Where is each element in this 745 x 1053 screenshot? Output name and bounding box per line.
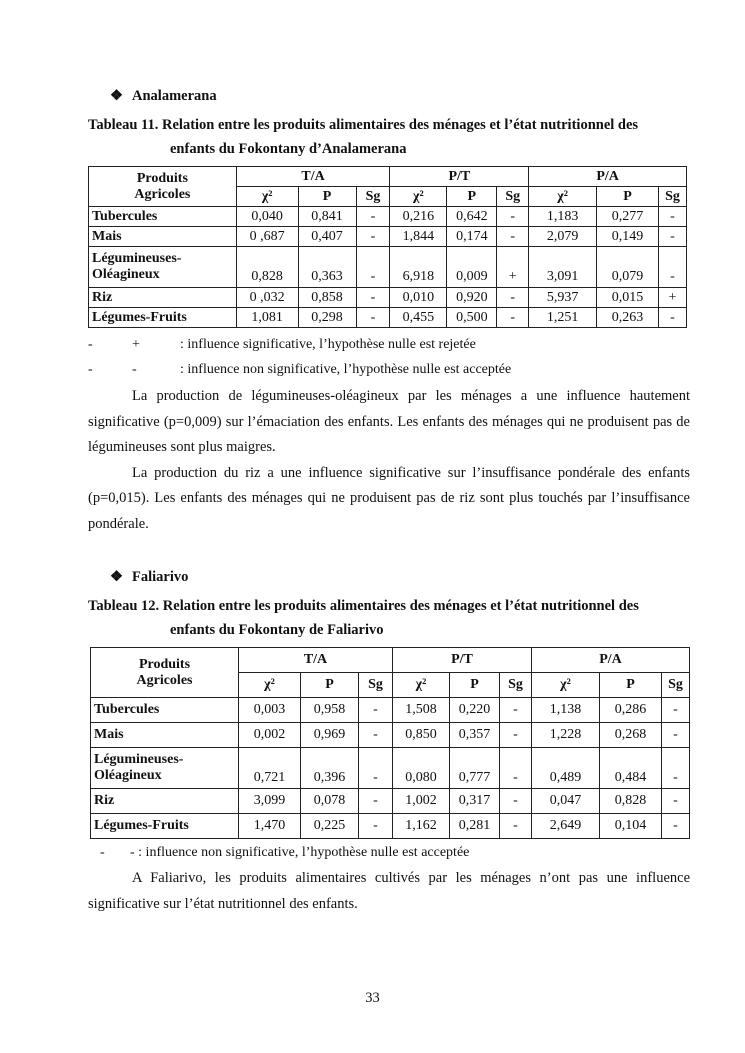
table-row bbox=[91, 748, 690, 789]
table-cell: 0,828 bbox=[600, 789, 662, 814]
table-cell: - bbox=[658, 247, 686, 288]
table-cell: - bbox=[356, 288, 390, 308]
row-label: Mais bbox=[89, 227, 237, 247]
table-cell: 0,220 bbox=[450, 698, 500, 723]
table-cell: - bbox=[500, 789, 532, 814]
table-cell: 1,844 bbox=[390, 227, 447, 247]
table-cell: 0,047 bbox=[532, 789, 600, 814]
table-cell: - bbox=[356, 308, 390, 328]
table-cell: - bbox=[356, 227, 390, 247]
table-cell: - bbox=[359, 698, 393, 723]
table-cell: 1,002 bbox=[393, 789, 450, 814]
header-group: P/A bbox=[529, 167, 687, 187]
subheader: Sg bbox=[356, 187, 390, 207]
table-cell: 0,455 bbox=[390, 308, 447, 328]
table-cell: 0,079 bbox=[597, 247, 659, 288]
table-cell: - bbox=[662, 698, 690, 723]
header-produits: Produits Agricoles bbox=[91, 648, 239, 698]
header-produits: Produits Agricoles bbox=[89, 167, 237, 207]
table-row bbox=[89, 308, 687, 328]
table-12 bbox=[90, 647, 690, 839]
table-cell: 0,281 bbox=[450, 814, 500, 839]
table-cell: 0,080 bbox=[393, 748, 450, 789]
table-row bbox=[89, 247, 687, 288]
header-group: P/T bbox=[393, 648, 532, 673]
table-row bbox=[91, 789, 690, 814]
row-label: Mais bbox=[91, 723, 239, 748]
table-cell: - bbox=[658, 207, 686, 227]
subheader: χ² bbox=[393, 673, 450, 698]
table-cell: - bbox=[497, 288, 529, 308]
legend-non-significant: - - : influence non significative, l’hypothèse nulle est acceptée bbox=[88, 362, 512, 377]
table-cell: - bbox=[356, 247, 390, 288]
table-cell: 0,277 bbox=[597, 207, 659, 227]
table-cell: 0,396 bbox=[301, 748, 359, 789]
table-row bbox=[89, 207, 687, 227]
table-cell: 0,298 bbox=[298, 308, 356, 328]
table-cell: - bbox=[359, 723, 393, 748]
subheader: χ² bbox=[532, 673, 600, 698]
table-cell: 0,149 bbox=[597, 227, 659, 247]
table-cell: - bbox=[662, 789, 690, 814]
table-cell: 3,099 bbox=[239, 789, 301, 814]
table-12-caption: Tableau 12. Relation entre les produits alimentaires des ménages et l’état nutritionnel des enfants du Fokontany de Faliarivo bbox=[88, 598, 639, 638]
table-cell: 0,363 bbox=[298, 247, 356, 288]
table-cell: 0,858 bbox=[298, 288, 356, 308]
table-cell: 1,081 bbox=[236, 308, 298, 328]
table-cell: 0,015 bbox=[597, 288, 659, 308]
row-label: Tubercules bbox=[91, 698, 239, 723]
table-cell: - bbox=[658, 308, 686, 328]
table-cell: - bbox=[359, 789, 393, 814]
table-row bbox=[91, 698, 690, 723]
table-cell: 1,251 bbox=[529, 308, 597, 328]
subheader: χ² bbox=[239, 673, 301, 698]
subheader: Sg bbox=[658, 187, 686, 207]
table-cell: 0,920 bbox=[447, 288, 497, 308]
table-cell: 0,969 bbox=[301, 723, 359, 748]
row-label: Tubercules bbox=[89, 207, 237, 227]
table-cell: 0,407 bbox=[298, 227, 356, 247]
table-cell: 0,104 bbox=[600, 814, 662, 839]
table-row bbox=[89, 227, 687, 247]
subheader: P bbox=[600, 673, 662, 698]
table-cell: 2,649 bbox=[532, 814, 600, 839]
table-cell: - bbox=[662, 814, 690, 839]
row-label: Légumes-Fruits bbox=[89, 308, 237, 328]
subheader: P bbox=[298, 187, 356, 207]
table-cell: - bbox=[500, 723, 532, 748]
table-row bbox=[91, 814, 690, 839]
table-cell: 1,470 bbox=[239, 814, 301, 839]
table-cell: 0,002 bbox=[239, 723, 301, 748]
table-cell: - bbox=[500, 748, 532, 789]
table-cell: 2,079 bbox=[529, 227, 597, 247]
legend-significant: - + : influence significative, l’hypothèse nulle est rejetée bbox=[88, 337, 476, 352]
section-heading-faliarivo: ❖ Faliarivo bbox=[110, 569, 189, 585]
table-cell: + bbox=[497, 247, 529, 288]
table-header-row bbox=[89, 167, 687, 187]
table-cell: 0,225 bbox=[301, 814, 359, 839]
section-heading-analamerana: ❖ Analamerana bbox=[110, 88, 217, 104]
header-group: T/A bbox=[236, 167, 390, 187]
page-number: 33 bbox=[365, 990, 380, 1006]
diamond-bullet-icon: ❖ bbox=[110, 569, 123, 585]
table-cell: 0,958 bbox=[301, 698, 359, 723]
table-cell: 0,850 bbox=[393, 723, 450, 748]
table-cell: 0 ,687 bbox=[236, 227, 298, 247]
legend-non-significant-2: - - : influence non significative, l’hypothèse nulle est acceptée bbox=[100, 845, 470, 860]
table-cell: 0,489 bbox=[532, 748, 600, 789]
subheader: P bbox=[450, 673, 500, 698]
subheader: χ² bbox=[529, 187, 597, 207]
table-cell: 0,841 bbox=[298, 207, 356, 227]
row-label: Légumes-Fruits bbox=[91, 814, 239, 839]
table-cell: 0,268 bbox=[600, 723, 662, 748]
table-cell: 3,091 bbox=[529, 247, 597, 288]
table-cell: 1,228 bbox=[532, 723, 600, 748]
table-header-row bbox=[91, 648, 690, 673]
table-cell: - bbox=[356, 207, 390, 227]
table-cell: 0 ,032 bbox=[236, 288, 298, 308]
subheader: χ² bbox=[236, 187, 298, 207]
table-cell: 0,828 bbox=[236, 247, 298, 288]
table-cell: 0,777 bbox=[450, 748, 500, 789]
subheader: Sg bbox=[500, 673, 532, 698]
table-cell: 0,500 bbox=[447, 308, 497, 328]
table-row bbox=[89, 288, 687, 308]
table-cell: 0,721 bbox=[239, 748, 301, 789]
table-cell: 0,286 bbox=[600, 698, 662, 723]
subheader: Sg bbox=[497, 187, 529, 207]
table-cell: - bbox=[662, 748, 690, 789]
paragraph-analamerana: La production de légumineuses-oléagineux par les ménages a une influence hautement significative (p=0,009) sur l’émaciation des enfants. Les enfants des ménages qui ne produisent pas de légumineuses sont plus maigres. La production du riz a une influence significative sur l’insuffisance pondérale des enfants (p=0,015). Les enfants des ménages qui ne produisent pas de riz sont plus touchés par l’insuffisance pondérale. bbox=[88, 388, 690, 532]
table-row bbox=[91, 723, 690, 748]
table-cell: - bbox=[497, 227, 529, 247]
table-11 bbox=[88, 166, 687, 328]
row-label: Légumineuses- Oléagineux bbox=[89, 247, 237, 288]
row-label: Riz bbox=[89, 288, 237, 308]
table-cell: - bbox=[497, 308, 529, 328]
table-cell: 1,138 bbox=[532, 698, 600, 723]
subheader: χ² bbox=[390, 187, 447, 207]
table-cell: 5,937 bbox=[529, 288, 597, 308]
header-group: P/T bbox=[390, 167, 529, 187]
table-cell: 0,009 bbox=[447, 247, 497, 288]
table-cell: 0,357 bbox=[450, 723, 500, 748]
table-cell: 0,317 bbox=[450, 789, 500, 814]
table-cell: 0,040 bbox=[236, 207, 298, 227]
table-cell: - bbox=[500, 814, 532, 839]
header-group: T/A bbox=[239, 648, 393, 673]
table-cell: 0,642 bbox=[447, 207, 497, 227]
table-cell: 0,010 bbox=[390, 288, 447, 308]
row-label: Légumineuses- Oléagineux bbox=[91, 748, 239, 789]
header-group: P/A bbox=[532, 648, 690, 673]
table-11-caption: Tableau 11. Relation entre les produits alimentaires des ménages et l’état nutritionnel des enfants du Fokontany d’Analamerana bbox=[88, 117, 639, 157]
table-cell: 0,484 bbox=[600, 748, 662, 789]
table-cell: + bbox=[658, 288, 686, 308]
table-cell: 0,216 bbox=[390, 207, 447, 227]
table-cell: 0,174 bbox=[447, 227, 497, 247]
row-label: Riz bbox=[91, 789, 239, 814]
subheader: P bbox=[597, 187, 659, 207]
subheader: P bbox=[301, 673, 359, 698]
table-cell: 1,162 bbox=[393, 814, 450, 839]
table-cell: - bbox=[500, 698, 532, 723]
table-cell: 0,078 bbox=[301, 789, 359, 814]
diamond-bullet-icon: ❖ bbox=[110, 88, 123, 104]
paragraph-faliarivo: A Faliarivo, les produits alimentaires cultivés par les ménages n’ont pas une influence significative sur l’état nutritionnel des enfants. bbox=[88, 870, 690, 912]
table-cell: - bbox=[662, 723, 690, 748]
subheader: Sg bbox=[662, 673, 690, 698]
table-cell: 1,183 bbox=[529, 207, 597, 227]
table-cell: 0,263 bbox=[597, 308, 659, 328]
table-cell: 1,508 bbox=[393, 698, 450, 723]
table-cell: - bbox=[658, 227, 686, 247]
subheader: Sg bbox=[359, 673, 393, 698]
table-cell: - bbox=[359, 814, 393, 839]
table-cell: - bbox=[497, 207, 529, 227]
table-cell: 0,003 bbox=[239, 698, 301, 723]
table-cell: - bbox=[359, 748, 393, 789]
table-cell: 6,918 bbox=[390, 247, 447, 288]
subheader: P bbox=[447, 187, 497, 207]
